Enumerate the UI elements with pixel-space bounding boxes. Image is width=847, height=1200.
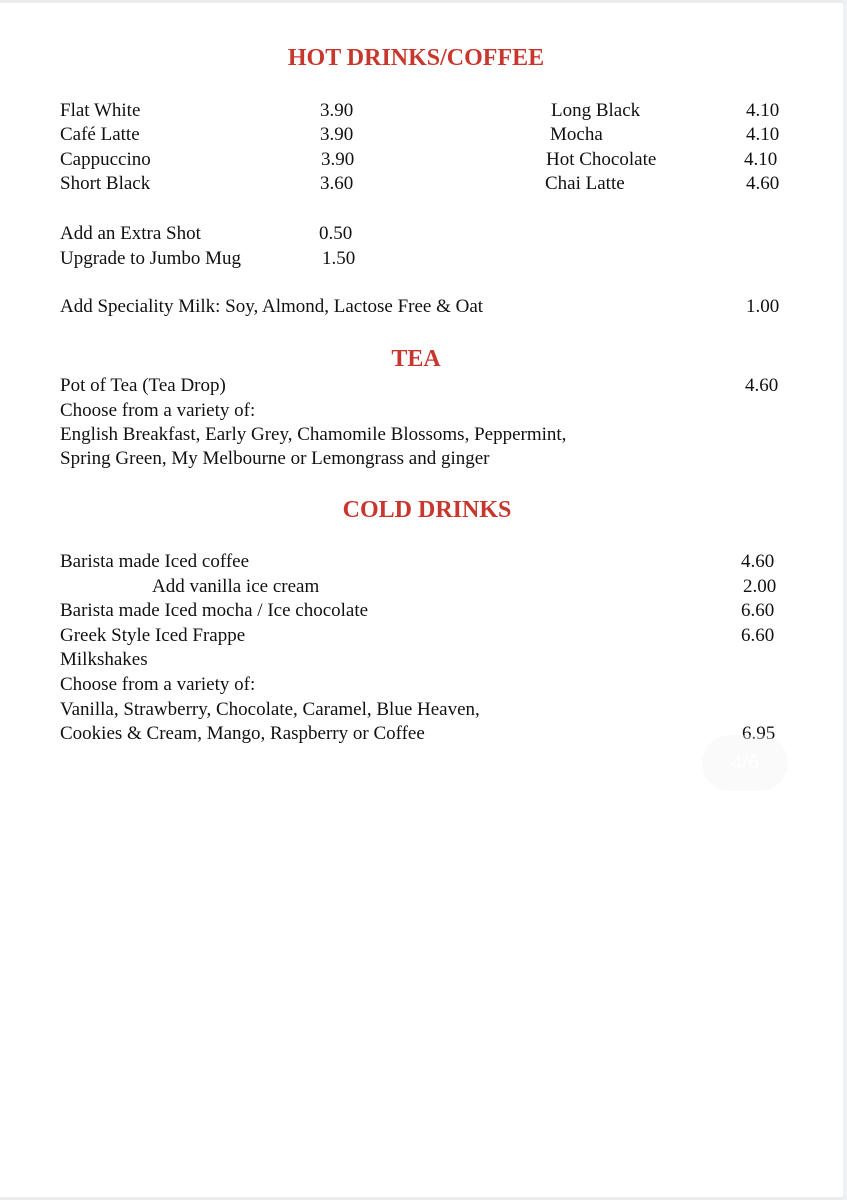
cold-item-price: 6.60	[741, 600, 775, 621]
milkshakes-choose-label: Choose from a variety of:	[60, 674, 256, 695]
cold-item-name: Barista made Iced coffee	[60, 551, 250, 572]
item-name: Cappuccino	[60, 149, 151, 170]
item-name: Flat White	[60, 100, 141, 121]
item-name: Mocha	[550, 124, 603, 145]
heading-cold-drinks: COLD DRINKS	[342, 497, 512, 523]
item-name: Long Black	[551, 100, 641, 121]
tea-choose-label: Choose from a variety of:	[60, 400, 256, 421]
milkshake-price: 6.95	[742, 723, 776, 744]
heading-tea: TEA	[391, 346, 441, 372]
milkshakes-label: Milkshakes	[60, 649, 148, 670]
cold-item-price: 2.00	[743, 576, 777, 597]
scrollbar[interactable]	[843, 0, 847, 1200]
milkshake-flavours: Cookies & Cream, Mango, Raspberry or Coffee	[60, 723, 425, 744]
item-price: 3.60	[320, 173, 354, 194]
item-price: 4.10	[744, 149, 778, 170]
item-name: Café Latte	[60, 124, 140, 145]
cold-item-price: 6.60	[741, 625, 775, 646]
milkshake-flavours: Vanilla, Strawberry, Chocolate, Caramel, Blue Heaven,	[60, 699, 480, 720]
item-name: Chai Latte	[545, 173, 625, 194]
item-price: 4.10	[746, 124, 780, 145]
item-price: 3.90	[320, 124, 354, 145]
page-indicator: 4/6	[702, 735, 788, 791]
extra-name: Upgrade to Jumbo Mug	[60, 248, 242, 269]
tea-varieties: English Breakfast, Early Grey, Chamomile Blossoms, Peppermint,	[60, 424, 567, 445]
cold-item-name: Add vanilla ice cream	[152, 576, 320, 597]
cold-item-name: Barista made Iced mocha / Ice chocolate	[60, 600, 369, 621]
item-name: Short Black	[60, 173, 151, 194]
tea-varieties: Spring Green, My Melbourne or Lemongrass and ginger	[60, 448, 490, 469]
item-price: 3.90	[320, 100, 354, 121]
tea-item-name: Pot of Tea (Tea Drop)	[60, 375, 226, 396]
speciality-milk-price: 1.00	[746, 296, 780, 317]
speciality-milk-label: Add Speciality Milk: Soy, Almond, Lactose Free & Oat	[60, 296, 484, 317]
item-price: 4.60	[746, 173, 780, 194]
tea-item-price: 4.60	[745, 375, 779, 396]
cold-item-price: 4.60	[741, 551, 775, 572]
extra-price: 1.50	[322, 248, 356, 269]
heading-hot-drinks: HOT DRINKS/COFFEE	[287, 45, 545, 71]
item-name: Hot Chocolate	[546, 149, 657, 170]
extra-name: Add an Extra Shot	[60, 223, 201, 244]
extra-price: 0.50	[319, 223, 353, 244]
item-price: 3.90	[321, 149, 355, 170]
item-price: 4.10	[746, 100, 780, 121]
cold-item-name: Greek Style Iced Frappe	[60, 625, 246, 646]
menu-page	[0, 3, 843, 1197]
